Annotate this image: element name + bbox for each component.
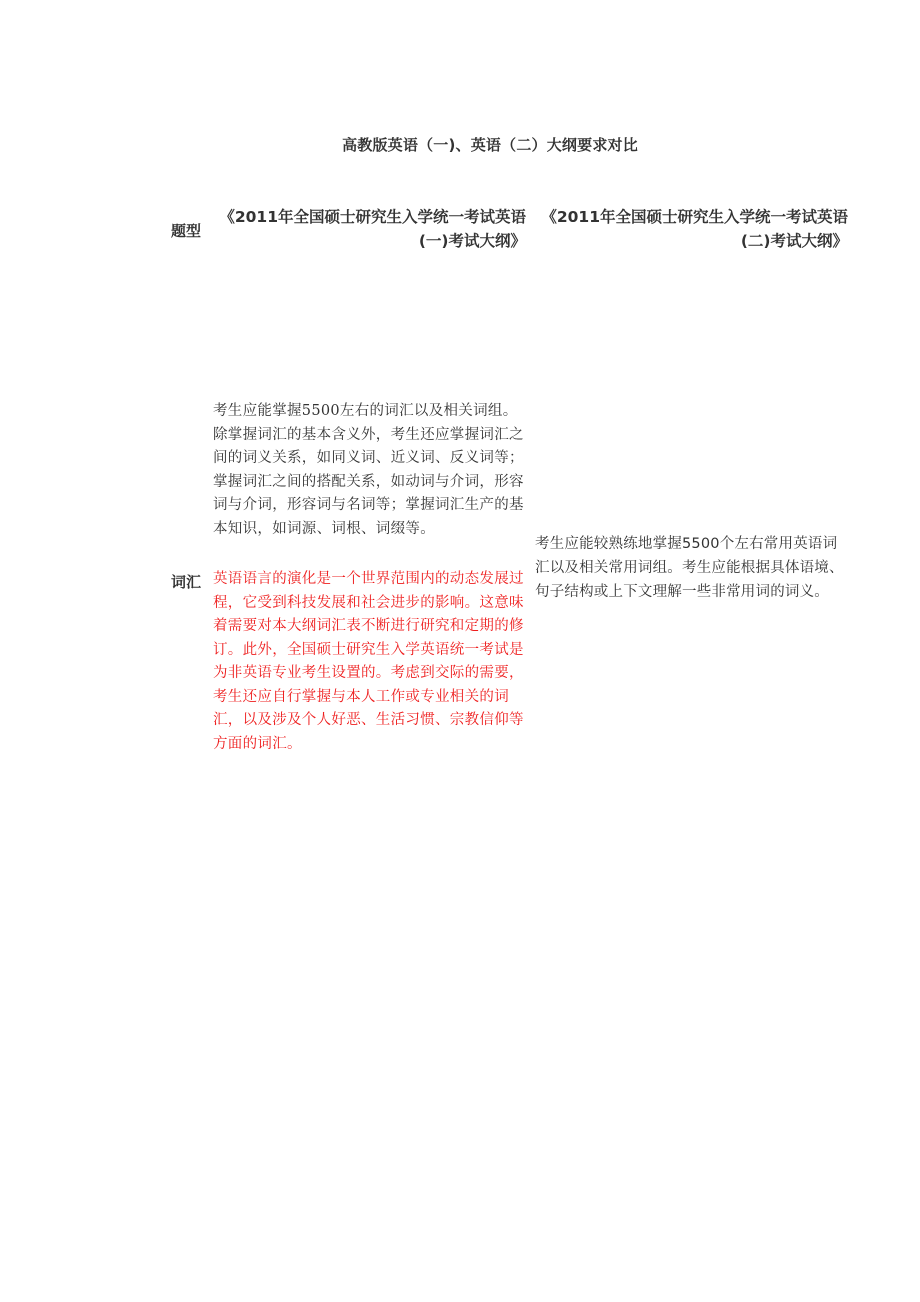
vocabulary-english-two-requirement: 考生应能较熟练地掌握5500个左右常用英语词汇以及相关常用词组。考生应能根据具体语境、句子结构或上下文理解一些非常用词的词义。	[535, 536, 844, 600]
page-title: 高教版英语（一)、英语（二）大纲要求对比	[342, 136, 638, 154]
header-col-english-two: 《2011年全国硕士研究生入学统一考试英语(二)考试大纲》	[541, 208, 848, 250]
row-type-label-vocabulary: 词汇	[171, 573, 202, 591]
header-col-english-one: 《2011年全国硕士研究生入学统一考试英语(一)考试大纲》	[219, 208, 526, 250]
header-type-label: 题型	[171, 222, 202, 240]
vocabulary-english-one-note: 英语语言的演化是一个世界范围内的动态发展过程，它受到科技发展和社会进步的影响。这意味着需要对本大纲词汇表不断进行研究和定期的修订。此外，全国硕士研究生入学英语统一考试是为非英语专业考生设置的。考虑到交际的需要，考生还应自行掌握与本人工作或专业相关的词汇，以及涉及个人好恶、生活习惯、宗教信仰等方面的词汇。	[213, 571, 524, 752]
vocabulary-english-one-requirement: 考生应能掌握5500左右的词汇以及相关词组。除掌握词汇的基本含义外，考生还应掌握词汇之间的词义关系，如同义词、近义词、反义词等；掌握词汇之间的搭配关系，如动词与介词，形容词与介词，形容词与名词等；掌握词汇生产的基本知识，如词源、词根、词缀等。	[213, 403, 524, 537]
